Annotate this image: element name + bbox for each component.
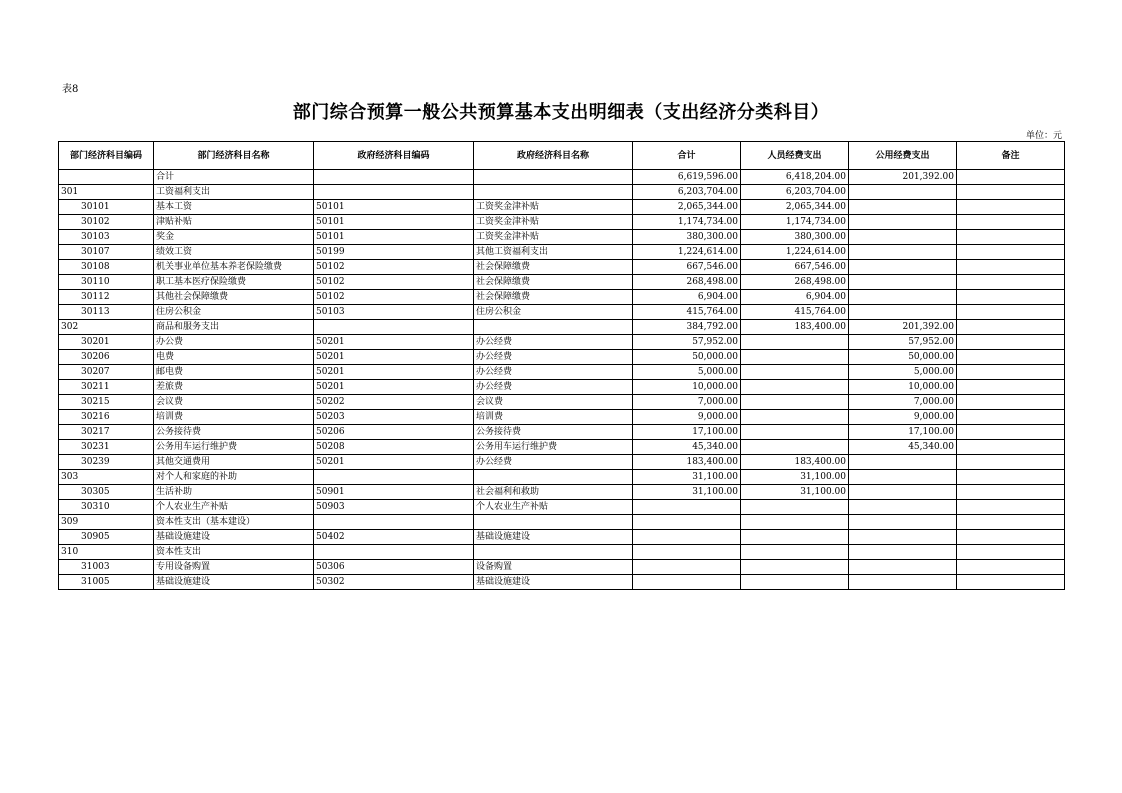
cell-note <box>957 515 1065 530</box>
cell-personnel <box>741 380 849 395</box>
cell-gov-code <box>314 470 474 485</box>
cell-dept-code: 30201 <box>59 335 154 350</box>
cell-dept-name: 公务接待费 <box>154 425 314 440</box>
table-row <box>59 350 1065 365</box>
cell-gov-name: 公务接待费 <box>474 425 633 440</box>
cell-dept-name: 培训费 <box>154 410 314 425</box>
cell-dept-name: 奖金 <box>154 230 314 245</box>
cell-personnel: 6,418,204.00 <box>741 170 849 185</box>
cell-gov-name <box>474 320 633 335</box>
cell-personnel: 268,498.00 <box>741 275 849 290</box>
cell-personnel <box>741 575 849 590</box>
cell-gov-code: 50102 <box>314 260 474 275</box>
cell-note <box>957 215 1065 230</box>
cell-gov-code: 50302 <box>314 575 474 590</box>
table-row <box>59 455 1065 470</box>
cell-note <box>957 335 1065 350</box>
cell-public: 201,392.00 <box>849 320 957 335</box>
cell-gov-code <box>314 545 474 560</box>
cell-public <box>849 305 957 320</box>
cell-dept-code: 30217 <box>59 425 154 440</box>
cell-dept-code: 31003 <box>59 560 154 575</box>
cell-note <box>957 170 1065 185</box>
table-row <box>59 500 1065 515</box>
cell-dept-name: 会议费 <box>154 395 314 410</box>
header-dept-name: 部门经济科目名称 <box>154 142 314 170</box>
cell-dept-code: 30108 <box>59 260 154 275</box>
cell-gov-code: 50306 <box>314 560 474 575</box>
cell-public <box>849 215 957 230</box>
cell-public: 17,100.00 <box>849 425 957 440</box>
cell-dept-name: 专用设备购置 <box>154 560 314 575</box>
cell-public <box>849 290 957 305</box>
cell-personnel <box>741 545 849 560</box>
cell-note <box>957 395 1065 410</box>
header-note: 备注 <box>957 142 1065 170</box>
cell-gov-code: 50903 <box>314 500 474 515</box>
cell-total: 183,400.00 <box>633 455 741 470</box>
cell-personnel <box>741 395 849 410</box>
table-row <box>59 320 1065 335</box>
table-row <box>59 230 1065 245</box>
cell-total: 1,174,734.00 <box>633 215 741 230</box>
cell-dept-name: 资本性支出（基本建设） <box>154 515 314 530</box>
cell-dept-code: 30211 <box>59 380 154 395</box>
cell-note <box>957 350 1065 365</box>
cell-gov-name: 基础设施建设 <box>474 575 633 590</box>
cell-dept-code: 30102 <box>59 215 154 230</box>
cell-dept-name: 合计 <box>154 170 314 185</box>
cell-note <box>957 545 1065 560</box>
cell-note <box>957 500 1065 515</box>
cell-public <box>849 200 957 215</box>
cell-gov-name: 工资奖金津补贴 <box>474 230 633 245</box>
cell-dept-code: 30310 <box>59 500 154 515</box>
cell-public <box>849 560 957 575</box>
cell-gov-name: 基础设施建设 <box>474 530 633 545</box>
table-row <box>59 245 1065 260</box>
cell-gov-code <box>314 185 474 200</box>
page-title: 部门综合预算一般公共预算基本支出明细表（支出经济分类科目） <box>292 102 830 123</box>
cell-gov-name: 工资奖金津补贴 <box>474 215 633 230</box>
cell-dept-code: 310 <box>59 545 154 560</box>
cell-gov-code: 50201 <box>314 335 474 350</box>
cell-gov-name: 办公经费 <box>474 380 633 395</box>
cell-dept-name: 基本工资 <box>154 200 314 215</box>
table-row <box>59 425 1065 440</box>
cell-note <box>957 305 1065 320</box>
cell-gov-name: 会议费 <box>474 395 633 410</box>
cell-public <box>849 515 957 530</box>
cell-total: 5,000.00 <box>633 365 741 380</box>
cell-personnel: 415,764.00 <box>741 305 849 320</box>
cell-gov-name <box>474 515 633 530</box>
cell-dept-code: 30110 <box>59 275 154 290</box>
table-row <box>59 215 1065 230</box>
cell-total: 380,300.00 <box>633 230 741 245</box>
cell-note <box>957 530 1065 545</box>
cell-dept-code: 30215 <box>59 395 154 410</box>
cell-dept-code: 309 <box>59 515 154 530</box>
header-total: 合计 <box>633 142 741 170</box>
cell-gov-name <box>474 170 633 185</box>
cell-dept-code: 30239 <box>59 455 154 470</box>
cell-total <box>633 545 741 560</box>
table-row <box>59 410 1065 425</box>
cell-gov-code: 50201 <box>314 380 474 395</box>
cell-personnel: 380,300.00 <box>741 230 849 245</box>
cell-gov-name <box>474 470 633 485</box>
cell-public <box>849 485 957 500</box>
expenditure-detail-table <box>58 141 1065 590</box>
cell-total <box>633 500 741 515</box>
cell-note <box>957 560 1065 575</box>
cell-public: 9,000.00 <box>849 410 957 425</box>
cell-total: 384,792.00 <box>633 320 741 335</box>
cell-note <box>957 470 1065 485</box>
cell-dept-name: 资本性支出 <box>154 545 314 560</box>
table-row <box>59 275 1065 290</box>
cell-total: 268,498.00 <box>633 275 741 290</box>
cell-total: 1,224,614.00 <box>633 245 741 260</box>
cell-dept-name: 基础设施建设 <box>154 530 314 545</box>
cell-public <box>849 275 957 290</box>
cell-dept-code: 30107 <box>59 245 154 260</box>
cell-note <box>957 185 1065 200</box>
cell-gov-code: 50201 <box>314 365 474 380</box>
cell-public <box>849 530 957 545</box>
cell-total <box>633 560 741 575</box>
cell-gov-name: 社会福利和救助 <box>474 485 633 500</box>
cell-note <box>957 275 1065 290</box>
table-row <box>59 305 1065 320</box>
cell-dept-code: 30206 <box>59 350 154 365</box>
cell-total <box>633 515 741 530</box>
cell-personnel <box>741 530 849 545</box>
cell-total: 45,340.00 <box>633 440 741 455</box>
cell-public <box>849 455 957 470</box>
cell-total: 7,000.00 <box>633 395 741 410</box>
cell-public: 201,392.00 <box>849 170 957 185</box>
cell-gov-code: 50199 <box>314 245 474 260</box>
cell-dept-name: 对个人和家庭的补助 <box>154 470 314 485</box>
cell-personnel: 667,546.00 <box>741 260 849 275</box>
cell-public: 57,952.00 <box>849 335 957 350</box>
table-row <box>59 575 1065 590</box>
cell-dept-name: 个人农业生产补贴 <box>154 500 314 515</box>
cell-dept-code: 30905 <box>59 530 154 545</box>
cell-gov-code <box>314 320 474 335</box>
cell-note <box>957 320 1065 335</box>
cell-dept-name: 公务用车运行维护费 <box>154 440 314 455</box>
cell-dept-code: 31005 <box>59 575 154 590</box>
table-row <box>59 380 1065 395</box>
header-gov-name: 政府经济科目名称 <box>474 142 633 170</box>
cell-personnel <box>741 440 849 455</box>
cell-dept-code: 30101 <box>59 200 154 215</box>
cell-dept-name: 生活补助 <box>154 485 314 500</box>
cell-total: 6,203,704.00 <box>633 185 741 200</box>
cell-dept-name: 电费 <box>154 350 314 365</box>
cell-total: 10,000.00 <box>633 380 741 395</box>
cell-gov-code: 50101 <box>314 200 474 215</box>
cell-note <box>957 485 1065 500</box>
cell-personnel: 1,174,734.00 <box>741 215 849 230</box>
cell-gov-code: 50202 <box>314 395 474 410</box>
cell-total: 57,952.00 <box>633 335 741 350</box>
cell-dept-name: 办公费 <box>154 335 314 350</box>
cell-total: 2,065,344.00 <box>633 200 741 215</box>
cell-note <box>957 455 1065 470</box>
cell-dept-code: 30112 <box>59 290 154 305</box>
cell-dept-code: 303 <box>59 470 154 485</box>
table-row <box>59 395 1065 410</box>
table-row <box>59 515 1065 530</box>
cell-dept-code: 30113 <box>59 305 154 320</box>
cell-total: 667,546.00 <box>633 260 741 275</box>
table-row <box>59 200 1065 215</box>
cell-public <box>849 260 957 275</box>
cell-dept-code: 30103 <box>59 230 154 245</box>
cell-note <box>957 575 1065 590</box>
cell-dept-code <box>59 170 154 185</box>
cell-dept-name: 其他交通费用 <box>154 455 314 470</box>
cell-public: 7,000.00 <box>849 395 957 410</box>
cell-personnel: 6,904.00 <box>741 290 849 305</box>
cell-gov-name: 个人农业生产补贴 <box>474 500 633 515</box>
cell-gov-code: 50201 <box>314 350 474 365</box>
cell-gov-code <box>314 170 474 185</box>
cell-personnel: 31,100.00 <box>741 470 849 485</box>
cell-personnel: 183,400.00 <box>741 320 849 335</box>
cell-gov-code: 50101 <box>314 215 474 230</box>
cell-gov-code: 50402 <box>314 530 474 545</box>
table-row <box>59 440 1065 455</box>
cell-gov-name: 工资奖金津补贴 <box>474 200 633 215</box>
cell-personnel <box>741 365 849 380</box>
cell-personnel: 31,100.00 <box>741 485 849 500</box>
header-dept-code: 部门经济科目编码 <box>59 142 154 170</box>
table-row <box>59 335 1065 350</box>
cell-gov-name: 公务用车运行维护费 <box>474 440 633 455</box>
cell-total <box>633 530 741 545</box>
cell-personnel: 1,224,614.00 <box>741 245 849 260</box>
cell-public <box>849 245 957 260</box>
cell-dept-name: 津贴补贴 <box>154 215 314 230</box>
cell-gov-code: 50103 <box>314 305 474 320</box>
cell-gov-name: 住房公积金 <box>474 305 633 320</box>
cell-personnel <box>741 350 849 365</box>
cell-dept-name: 住房公积金 <box>154 305 314 320</box>
table-row <box>59 485 1065 500</box>
table-row <box>59 170 1065 185</box>
cell-gov-code: 50201 <box>314 455 474 470</box>
cell-personnel: 183,400.00 <box>741 455 849 470</box>
table-row <box>59 545 1065 560</box>
cell-note <box>957 380 1065 395</box>
cell-total: 9,000.00 <box>633 410 741 425</box>
cell-dept-name: 差旅费 <box>154 380 314 395</box>
cell-dept-name: 工资福利支出 <box>154 185 314 200</box>
cell-public <box>849 545 957 560</box>
cell-dept-name: 基础设施建设 <box>154 575 314 590</box>
cell-personnel <box>741 560 849 575</box>
cell-dept-code: 30231 <box>59 440 154 455</box>
cell-gov-name: 办公经费 <box>474 335 633 350</box>
cell-note <box>957 425 1065 440</box>
table-row <box>59 290 1065 305</box>
cell-gov-name: 办公经费 <box>474 365 633 380</box>
cell-dept-name: 其他社会保障缴费 <box>154 290 314 305</box>
cell-personnel: 6,203,704.00 <box>741 185 849 200</box>
cell-dept-name: 邮电费 <box>154 365 314 380</box>
cell-total: 6,619,596.00 <box>633 170 741 185</box>
cell-gov-code: 50901 <box>314 485 474 500</box>
cell-note <box>957 365 1065 380</box>
cell-public <box>849 230 957 245</box>
cell-dept-code: 302 <box>59 320 154 335</box>
cell-note <box>957 230 1065 245</box>
header-gov-code: 政府经济科目编码 <box>314 142 474 170</box>
cell-gov-name: 办公经费 <box>474 350 633 365</box>
cell-note <box>957 200 1065 215</box>
cell-public: 5,000.00 <box>849 365 957 380</box>
cell-dept-name: 绩效工资 <box>154 245 314 260</box>
cell-public <box>849 470 957 485</box>
table-header-row <box>59 142 1065 170</box>
cell-public: 45,340.00 <box>849 440 957 455</box>
cell-gov-code: 50102 <box>314 290 474 305</box>
cell-gov-code: 50206 <box>314 425 474 440</box>
table-row <box>59 185 1065 200</box>
cell-personnel <box>741 410 849 425</box>
cell-public: 10,000.00 <box>849 380 957 395</box>
cell-gov-code: 50102 <box>314 275 474 290</box>
cell-gov-name: 培训费 <box>474 410 633 425</box>
cell-personnel <box>741 425 849 440</box>
cell-total: 31,100.00 <box>633 485 741 500</box>
cell-total <box>633 575 741 590</box>
cell-note <box>957 410 1065 425</box>
table-row <box>59 260 1065 275</box>
cell-personnel <box>741 500 849 515</box>
cell-gov-code <box>314 515 474 530</box>
header-public: 公用经费支出 <box>849 142 957 170</box>
table-row <box>59 530 1065 545</box>
cell-gov-name: 社会保障缴费 <box>474 275 633 290</box>
cell-dept-code: 301 <box>59 185 154 200</box>
cell-dept-name: 职工基本医疗保险缴费 <box>154 275 314 290</box>
cell-note <box>957 290 1065 305</box>
cell-total: 6,904.00 <box>633 290 741 305</box>
cell-dept-code: 30207 <box>59 365 154 380</box>
table-row <box>59 470 1065 485</box>
cell-public <box>849 500 957 515</box>
cell-public <box>849 185 957 200</box>
table-number-label: 表8 <box>62 84 79 95</box>
cell-gov-code: 50208 <box>314 440 474 455</box>
cell-gov-code: 50101 <box>314 230 474 245</box>
table-row <box>59 560 1065 575</box>
cell-personnel <box>741 335 849 350</box>
cell-note <box>957 245 1065 260</box>
cell-note <box>957 260 1065 275</box>
cell-gov-name: 办公经费 <box>474 455 633 470</box>
cell-total: 17,100.00 <box>633 425 741 440</box>
cell-public <box>849 575 957 590</box>
cell-total: 415,764.00 <box>633 305 741 320</box>
header-personnel: 人员经费支出 <box>741 142 849 170</box>
cell-personnel: 2,065,344.00 <box>741 200 849 215</box>
cell-gov-name <box>474 545 633 560</box>
cell-gov-name: 社会保障缴费 <box>474 290 633 305</box>
cell-dept-name: 机关事业单位基本养老保险缴费 <box>154 260 314 275</box>
cell-gov-name <box>474 185 633 200</box>
cell-dept-code: 30305 <box>59 485 154 500</box>
cell-personnel <box>741 515 849 530</box>
cell-gov-name: 社会保障缴费 <box>474 260 633 275</box>
cell-gov-name: 设备购置 <box>474 560 633 575</box>
unit-label: 单位：元 <box>1025 131 1062 141</box>
cell-note <box>957 440 1065 455</box>
cell-dept-code: 30216 <box>59 410 154 425</box>
table-row <box>59 365 1065 380</box>
cell-dept-name: 商品和服务支出 <box>154 320 314 335</box>
cell-gov-name: 其他工资福利支出 <box>474 245 633 260</box>
cell-public: 50,000.00 <box>849 350 957 365</box>
cell-gov-code: 50203 <box>314 410 474 425</box>
cell-total: 31,100.00 <box>633 470 741 485</box>
cell-total: 50,000.00 <box>633 350 741 365</box>
